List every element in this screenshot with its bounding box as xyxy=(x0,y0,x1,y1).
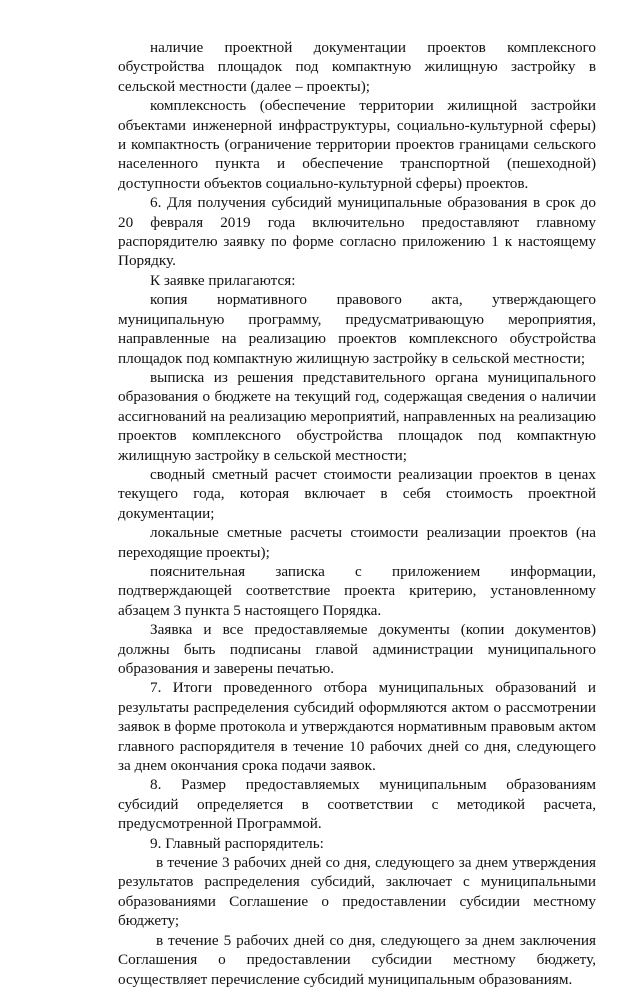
paragraph-attachments-intro: К заявке прилагаются: xyxy=(150,271,296,289)
paragraph-item-9: 9. Главный распорядитель: xyxy=(150,834,324,852)
paragraph-item-7: 7. Итоги проведенного отбора муниципальных образований и результаты распределения субсидий оформляются актом о рассмотрении заявок в форме протокола и утверждаются нормативным правовым актом главного распорядителя в течение 10 рабочих дней со дня, следующего за днем окончания срока подачи заявок. xyxy=(118,679,596,775)
paragraph-transfer-5-days: в течение 5 рабочих дней со дня, следующего за днем заключения Соглашения о предоставлении субсидии местному бюджету, осуществляет перечисление субсидий муниципальным образованиям. xyxy=(118,931,596,988)
paragraph-explanatory-note: пояснительная записка с приложением информации, подтверждающей соответствие проекта критерию, установленному абзацем 3 пункта 5 настоящего Порядка. xyxy=(118,562,596,619)
paragraph-budget-extract: выписка из решения представительного органа муниципального образования о бюджете на текущий год, содержащая сведения о наличии ассигнований на реализацию мероприятий, направленных на реализацию проектов комплексного обустройства площадок под компактную жилищную застройку в сельской местности; xyxy=(118,368,596,464)
paragraph-item-8: 8. Размер предоставляемых муниципальным образованиям субсидий определяется в соответствии с методикой расчета, предусмотренной Программой. xyxy=(118,776,596,833)
paragraph-agreement-3-days: в течение 3 рабочих дней со дня, следующего за днем утверждения результатов распределения субсидий, заключает с муниципальными образованиями Соглашение о предоставлении субсидии местному бюджету; xyxy=(118,854,596,930)
paragraph-signature-requirement: Заявка и все предоставляемые документы (копии документов) должны быть подписаны главой администрации муниципального образования и заверены печатью. xyxy=(118,621,596,677)
paragraph-normative-act-copy: копия нормативного правового акта, утверждающего муниципальную программу, предусматривающую мероприятия, направленные на реализацию проектов комплексного обустройства площадок под компактную жилищную застройку в сельской местности; xyxy=(118,291,596,367)
paragraph-item-6: 6. Для получения субсидий муниципальные образования в срок до 20 февраля 2019 года включительно предоставляют главному распорядителю заявку по форме согласно приложению 1 к настоящему Порядку. xyxy=(118,194,596,270)
paragraph-complexity: комплексность (обеспечение территории жилищной застройки объектами инженерной инфраструктуры, социально-культурной сферы) и компактность (ограничение территории проектов границами сельского населенного пункта и обеспечение транспортной (пешеходной) доступности объектов социально-культурной сферы) проектов. xyxy=(118,97,596,192)
paragraph-project-docs: наличие проектной документации проектов комплексного обустройства площадок под компактную жилищную застройку в сельской местности (далее – проекты); xyxy=(118,39,596,95)
document-body xyxy=(118,38,596,989)
paragraph-local-estimates: локальные сметные расчеты стоимости реализации проектов (на переходящие проекты); xyxy=(118,524,596,561)
paragraph-summary-estimate: сводный сметный расчет стоимости реализации проектов в ценах текущего года, которая включает в себя стоимость проектной документации; xyxy=(118,465,596,522)
